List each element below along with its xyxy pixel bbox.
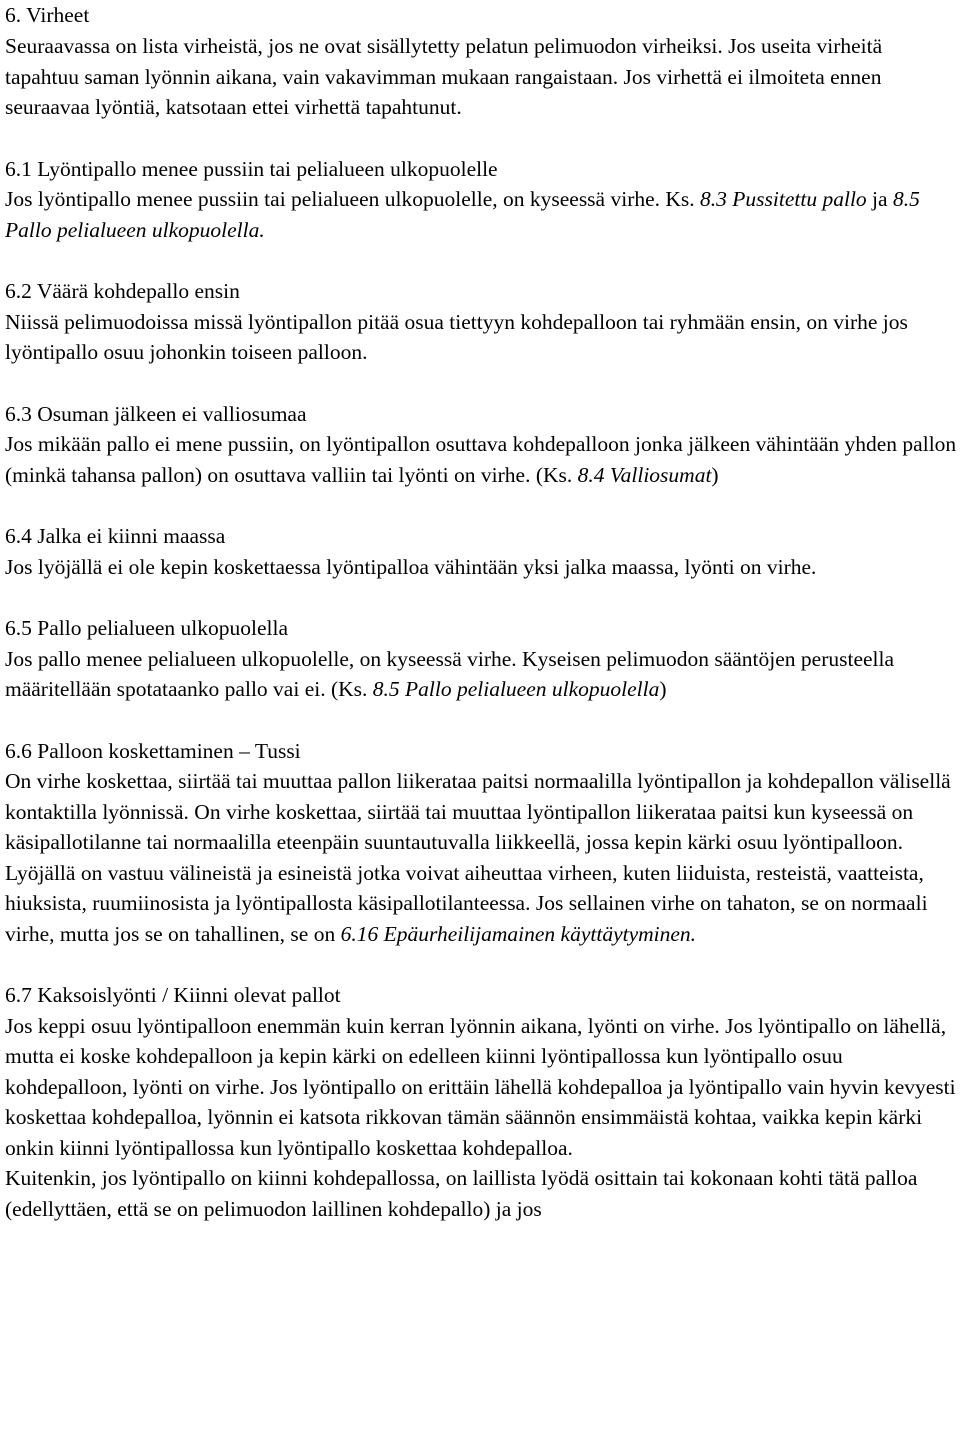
- intro-paragraph: Seuraavassa on lista virheistä, jos ne ovat sisällytetty pelatun pelimuodon virheiksi. Jos useita virheitä tapahtuu saman lyönnin aikana, vain vakavimman mukaan rangaistaan. Jos virhettä ei ilmoiteta ennen seuraavaa lyöntiä, katsotaan ettei virhettä tapahtunut.: [5, 34, 883, 119]
- cross-reference: 8.4 Valliosumat: [577, 462, 712, 487]
- cross-reference: 8.5 Pallo pelialueen ulkopuolella: [372, 677, 660, 701]
- section-heading: 6.1 Lyöntipallo menee pussiin tai pelialueen ulkopuolelle: [5, 156, 498, 181]
- section-body: [5, 184, 957, 245]
- body-text: ): [659, 677, 667, 701]
- section-6-7: [5, 980, 957, 1224]
- section-6-2: [5, 276, 957, 368]
- document-page: [5, 0, 957, 1224]
- section-6-1: [5, 154, 957, 246]
- section-heading: 6.3 Osuman jälkeen ei valliosumaa: [5, 401, 307, 426]
- body-text: ): [711, 462, 719, 487]
- section-heading: 6.4 Jalka ei kiinni maassa: [5, 524, 226, 548]
- section-6-6: [5, 736, 957, 950]
- section-6-3: [5, 399, 957, 491]
- section-heading: 6.5 Pallo pelialueen ulkopuolella: [5, 616, 289, 640]
- cross-reference: 8.3 Pussitettu pallo: [700, 187, 867, 211]
- section-6-5: [5, 613, 957, 705]
- section-6-4: [5, 521, 957, 582]
- cross-reference: 6.16 Epäurheilijamainen käyttäytyminen.: [340, 921, 697, 946]
- section-body: [5, 644, 957, 705]
- section-heading: 6.2 Väärä kohdepallo ensin: [5, 279, 240, 303]
- section-body: Niissä pelimuodoissa missä lyöntipallon pitää osua tiettyyn kohdepalloon tai ryhmään ensin, on virhe jos lyöntipallo osuu johonkin toiseen palloon.: [5, 309, 908, 364]
- document-title: 6. Virheet: [5, 3, 90, 27]
- body-text: ja: [866, 187, 893, 211]
- section-heading: 6.6 Palloon koskettaminen – Tussi: [5, 738, 301, 763]
- body-text: Jos lyöntipallo menee pussiin tai pelialueen ulkopuolelle, on kyseessä virhe. Ks.: [5, 187, 701, 211]
- cross-reference: 8.5 Pallo pelialueen ulkopuolella.: [5, 187, 920, 242]
- body-text: Jos mikään pallo ei mene pussiin, on lyöntipallon osuttava kohdepalloon jonka jälkeen vähintään yhden pallon (minkä tahansa pallon) on osuttava valliin tai lyönti on virhe. (Ks.: [5, 432, 957, 487]
- body-text: Jos pallo menee pelialueen ulkopuolelle, on kyseessä virhe. Kyseisen pelimuodon sääntöjen perusteella määritellään spotataanko pallo vai ei. (Ks.: [5, 646, 895, 701]
- section-body: [5, 766, 957, 949]
- section-body: Jos lyöjällä ei ole kepin koskettaessa lyöntipalloa vähintään yksi jalka maassa, lyönti on virhe.: [5, 554, 817, 579]
- section-body-continued: Kuitenkin, jos lyöntipallo on kiinni kohdepallossa, on laillista lyödä osittain tai kokonaan kohti tätä palloa (edellyttäen, että se on pelimuodon laillinen kohdepallo) ja jos: [5, 1166, 918, 1221]
- body-text: On virhe koskettaa, siirtää tai muuttaa pallon liikerataa paitsi normaalilla lyöntipallon ja kohdepallon välisellä kontaktilla lyönnissä. On virhe koskettaa, siirtää tai muuttaa lyöntipallon liikerataa paitsi kun kyseessä on käsipallotilanne tai normaalilla eteenpäin suuntautuvalla liikkeellä, jossa kepin kärki osuu lyöntipalloon. Lyöjällä on vastuu välineistä ja esineistä jotka voivat aiheuttaa virheen, kuten liiduista, resteistä, vaatteista, hiuksista, ruumiinosista ja lyöntipallosta käsipallotilanteessa. Jos sellainen virhe on tahaton, se on normaali virhe, mutta jos se on tahallinen, se on: [5, 769, 951, 946]
- section-body: Jos keppi osuu lyöntipalloon enemmän kuin kerran lyönnin aikana, lyönti on virhe. Jos lyöntipallo on lähellä, mutta ei koske kohdepalloon ja kepin kärki on edelleen kiinni lyöntipallossa kun lyöntipallo osuu kohdepalloon, lyönti on virhe. Jos lyöntipallo on erittäin lähellä kohdepalloa ja lyöntipallo vain hyvin kevyesti koskettaa kohdepalloa, lyönnin ei katsota rikkovan tämän säännön ensimmäistä kohtaa, vaikka kepin kärki onkin kiinni lyöntipallossa kun lyöntipallo koskettaa kohdepalloa.: [5, 1013, 956, 1160]
- section-body: [5, 429, 957, 490]
- section-heading: 6.7 Kaksoislyönti / Kiinni olevat pallot: [5, 983, 341, 1007]
